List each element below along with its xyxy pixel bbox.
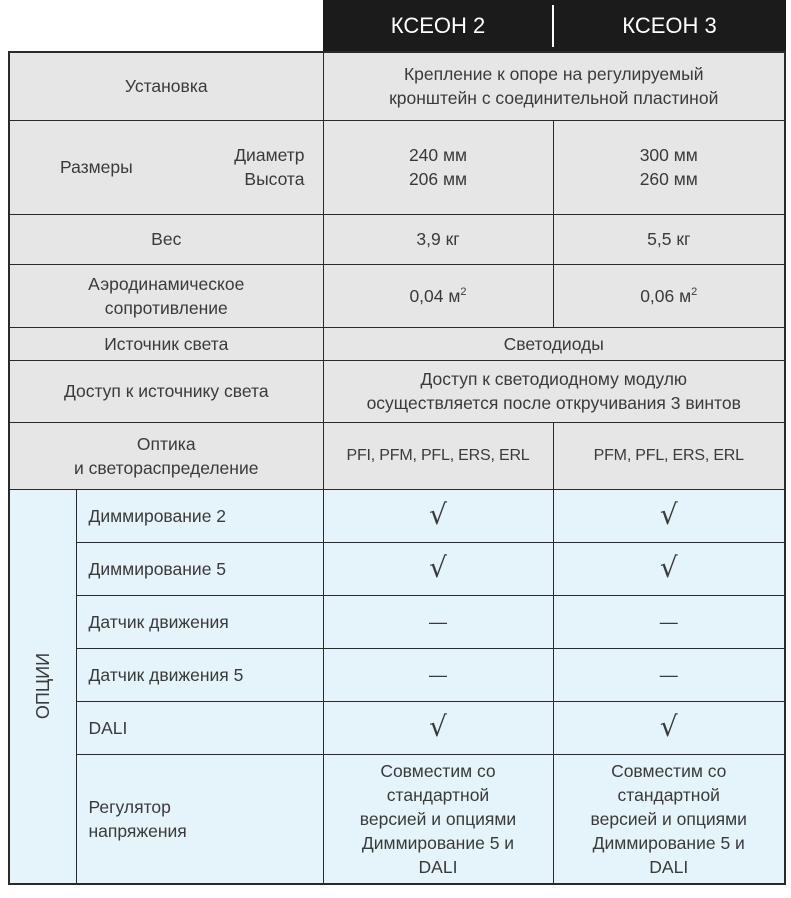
dash-icon: — [659, 664, 678, 685]
optics-label [9, 422, 323, 489]
access-value [323, 360, 785, 422]
header-separator [552, 5, 554, 47]
regulator-line: DALI [649, 856, 689, 877]
access-value-line1: Доступ к светодиодному модулю [420, 369, 688, 389]
regulator-line: стандартной [386, 784, 490, 805]
options-group-cell [9, 489, 76, 884]
row-mount [9, 52, 785, 120]
option-kseon2-mark [323, 701, 553, 754]
option-kseon3-mark [553, 648, 785, 701]
optics-kseon2: PFI, PFM, PFL, ERS, ERL [323, 422, 553, 489]
optics-label-line1: Оптика [136, 433, 196, 454]
regulator-line: Диммирование 5 и [361, 832, 515, 853]
check-icon: √ [429, 710, 447, 743]
size-kseon2 [323, 120, 553, 214]
header-kseon2-label: КСЕОН 2 [390, 12, 486, 38]
height-label: Высота [244, 169, 305, 189]
option-row [9, 489, 785, 542]
regulator-label-line2: напряжения [88, 820, 187, 841]
aero-unit-sup: 2 [460, 285, 467, 298]
source-label: Источник света [9, 327, 323, 360]
check-icon: √ [659, 498, 678, 531]
header-kseon3-label: КСЕОН 3 [622, 12, 717, 38]
aero-kseon3-value: 0,06 м [640, 285, 692, 306]
regulator-label [76, 754, 323, 884]
kseon2-height: 206 мм [408, 169, 468, 189]
weight-kseon3: 5,5 кг [553, 214, 785, 264]
size-label-cell [9, 120, 323, 214]
aero-kseon2 [323, 264, 553, 327]
optics-kseon3: PFM, PFL, ERS, ERL [553, 422, 785, 489]
option-kseon2-mark [323, 648, 553, 701]
regulator-label-line1: Регулятор [88, 796, 171, 817]
option-kseon2-mark [323, 489, 553, 542]
size-kseon3 [553, 120, 785, 214]
option-label: DALI [76, 701, 323, 754]
check-icon: √ [429, 551, 447, 584]
option-label: Диммирование 5 [76, 542, 323, 595]
options-group-label: ОПЦИИ [33, 653, 54, 720]
aero-label [9, 264, 323, 327]
kseon3-diameter: 300 мм [639, 145, 698, 165]
option-label: Диммирование 2 [76, 489, 323, 542]
option-row-regulator [9, 754, 785, 884]
option-label: Датчик движения [76, 595, 323, 648]
source-value: Светодиоды [323, 327, 785, 360]
spec-table [8, 51, 786, 885]
access-label: Доступ к источнику света [9, 360, 323, 422]
regulator-line: версией и опциями [359, 808, 517, 829]
option-kseon3-mark [553, 489, 785, 542]
option-kseon3-mark [553, 701, 785, 754]
diameter-label: Диаметр [234, 145, 305, 165]
size-label: Размеры [60, 157, 133, 177]
check-icon: √ [429, 498, 447, 531]
header-col-kseon2 [323, 0, 553, 51]
row-access [9, 360, 785, 422]
regulator-line: стандартной [617, 784, 720, 805]
option-row [9, 595, 785, 648]
mount-value [323, 52, 785, 120]
kseon2-diameter: 240 мм [408, 145, 468, 165]
row-aero [9, 264, 785, 327]
row-weight [9, 214, 785, 264]
option-row [9, 648, 785, 701]
regulator-line: Диммирование 5 и [592, 832, 745, 853]
aero-label-line1: Аэродинамическое [88, 273, 245, 294]
regulator-line: Совместим со [611, 760, 727, 781]
aero-kseon3 [553, 264, 785, 327]
regulator-line: версией и опциями [590, 808, 747, 829]
mount-label: Установка [9, 52, 323, 120]
weight-label: Вес [9, 214, 323, 264]
row-light-source [9, 327, 785, 360]
check-icon: √ [659, 710, 678, 743]
mount-value-line2: кронштейн с соединительной пластиной [389, 88, 719, 109]
option-kseon2-mark [323, 542, 553, 595]
dash-icon: — [659, 611, 678, 632]
regulator-line: DALI [418, 856, 458, 877]
aero-kseon2-value: 0,04 м [409, 285, 461, 306]
option-label: Датчик движения 5 [76, 648, 323, 701]
dash-icon: — [429, 664, 447, 685]
header-col-kseon3 [553, 0, 786, 51]
aero-label-line2: сопротивление [104, 297, 228, 318]
regulator-line: Совместим со [380, 760, 496, 781]
optics-label-line2: и светораспределение [74, 457, 259, 478]
regulator-kseon3 [553, 754, 785, 884]
option-row [9, 542, 785, 595]
weight-kseon2: 3,9 кг [323, 214, 553, 264]
aero-unit-sup: 2 [691, 285, 698, 298]
dash-icon: — [429, 611, 447, 632]
option-kseon3-mark [553, 542, 785, 595]
row-size [9, 120, 785, 214]
check-icon: √ [659, 551, 678, 584]
regulator-kseon2 [323, 754, 553, 884]
option-kseon3-mark [553, 595, 785, 648]
option-kseon2-mark [323, 595, 553, 648]
row-optics [9, 422, 785, 489]
access-value-line2: осуществляется после откручивания 3 винтов [366, 393, 741, 413]
option-row [9, 701, 785, 754]
kseon3-height: 260 мм [639, 169, 698, 189]
mount-value-line1: Крепление к опоре на регулируемый [403, 64, 704, 85]
